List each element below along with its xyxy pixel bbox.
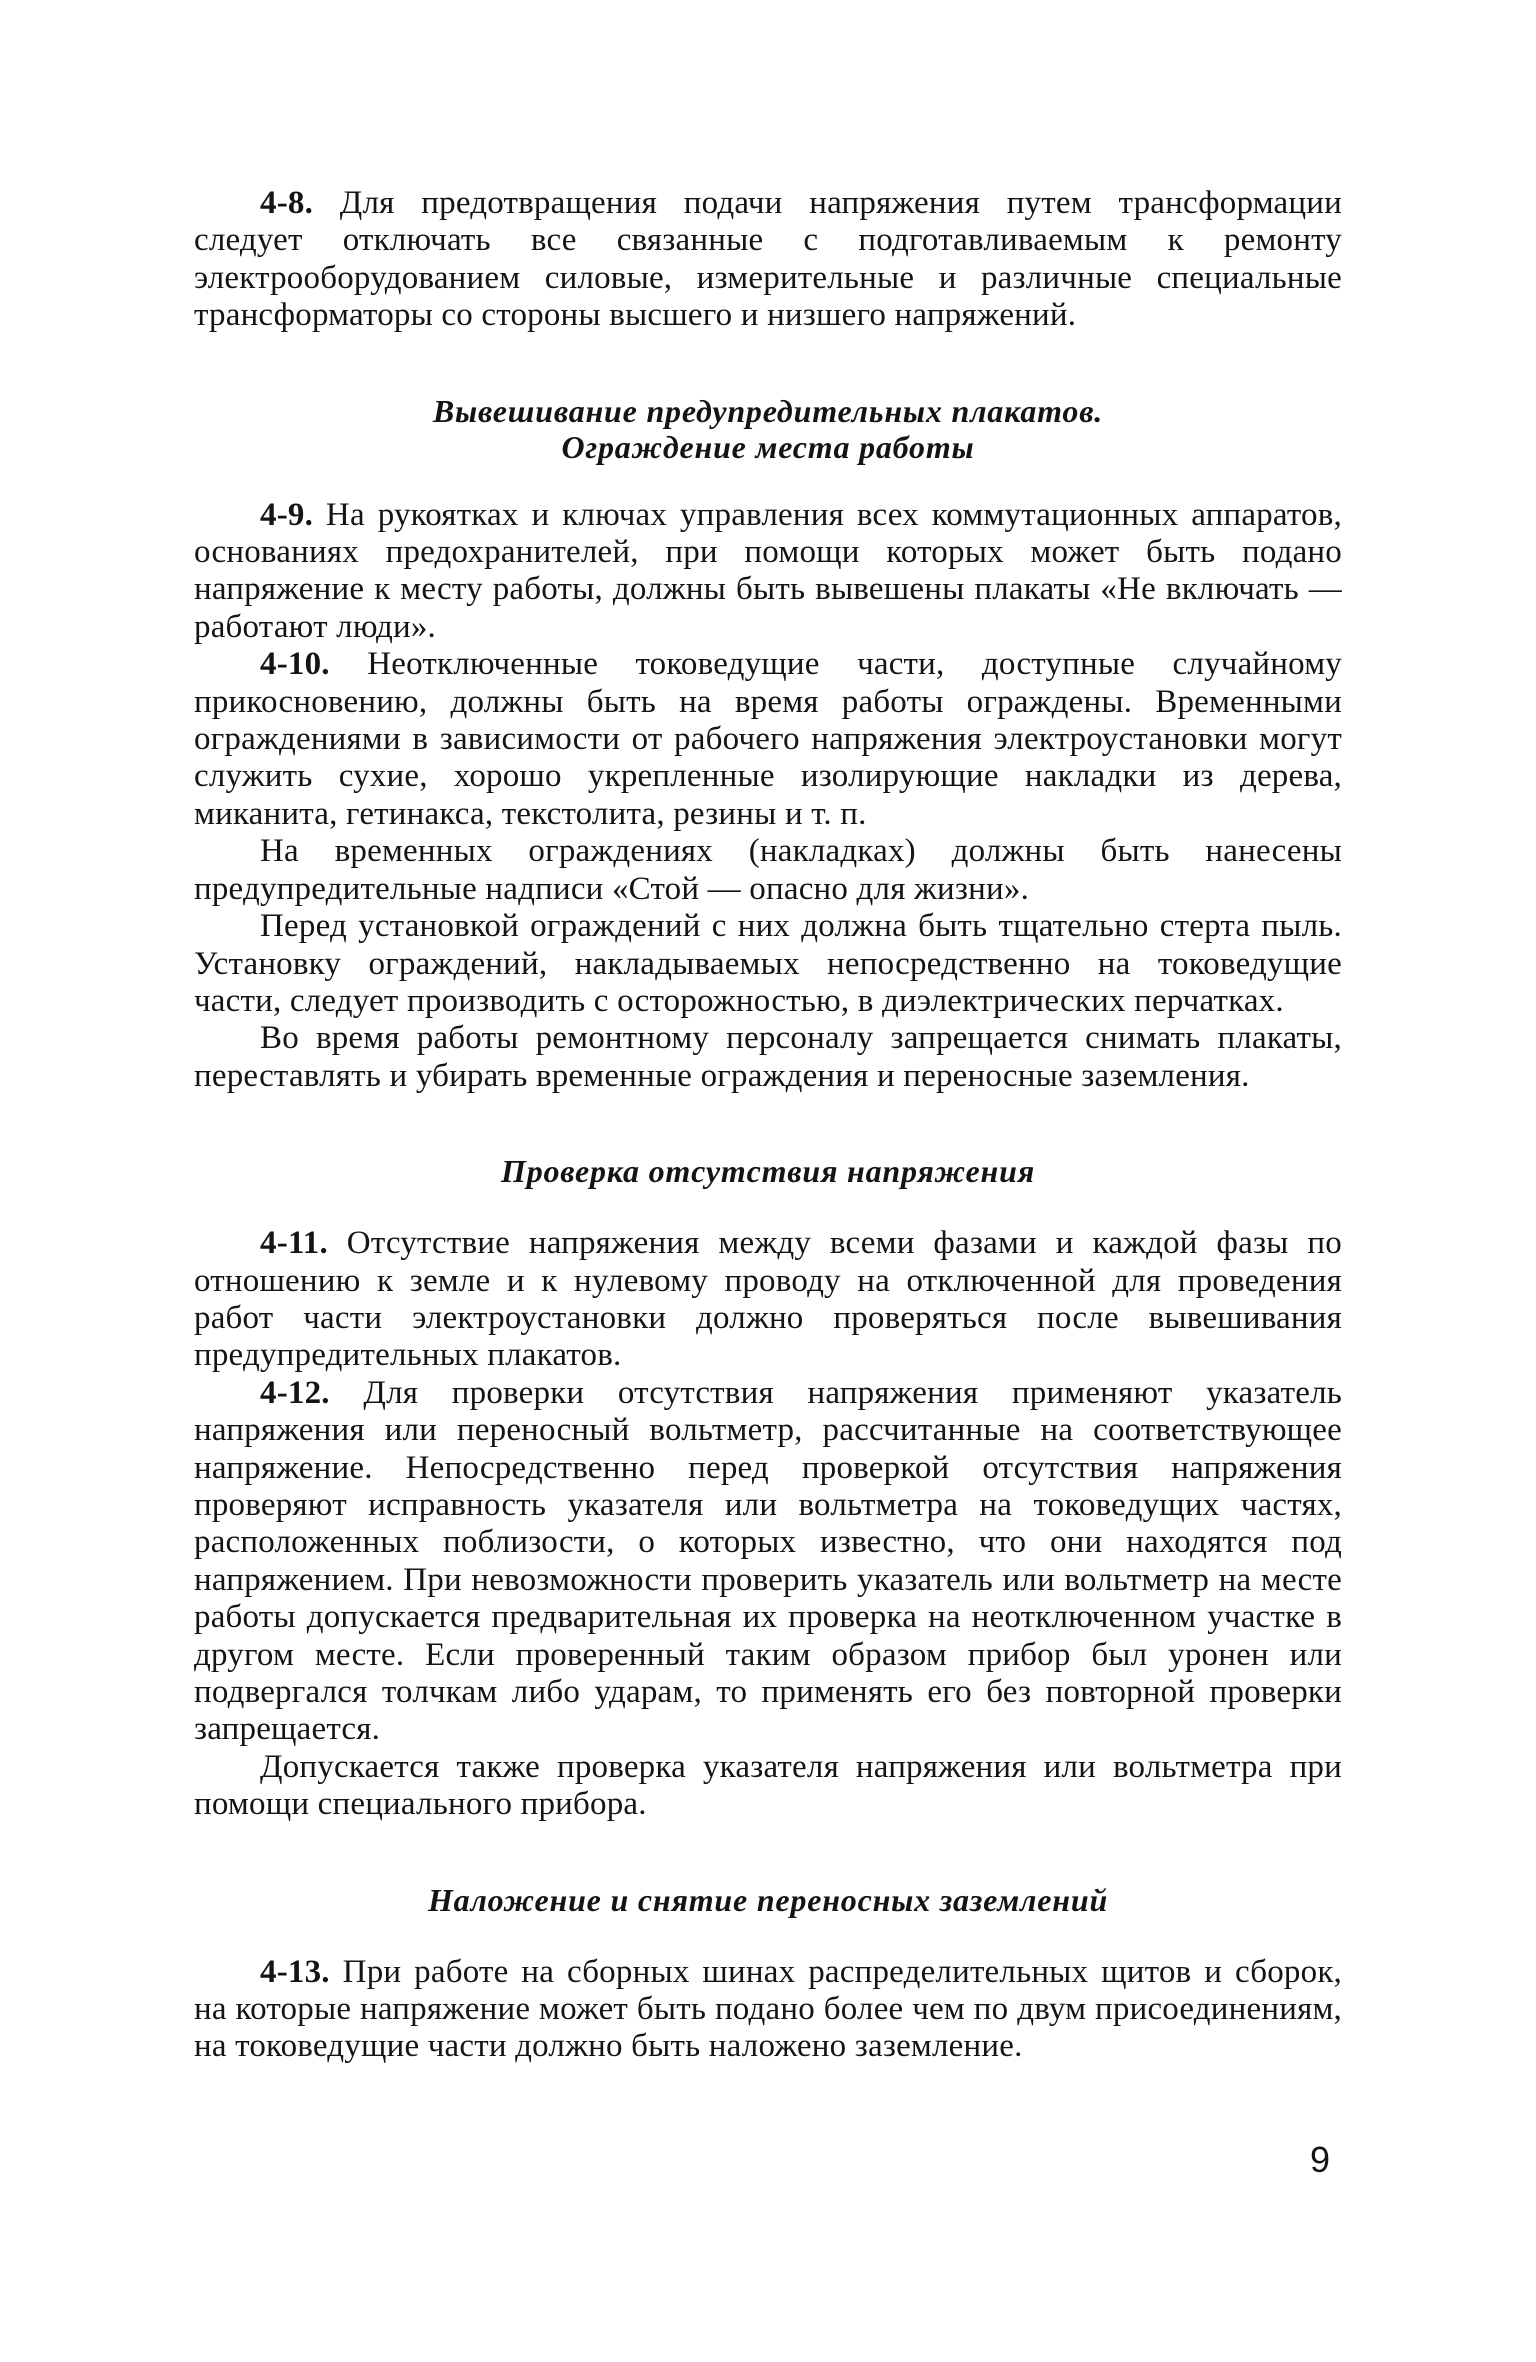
page-body — [194, 185, 1342, 2066]
clause-text: На рукоятках и ключах управления всех коммутационных аппаратов, основаниях предохранителей, при помощи которых может быть подано напряжение к месту работы, должны быть вывешены плакаты «Не включать — работают люди». — [194, 496, 1342, 645]
section-heading-voltage-check: Проверка отсутствия напряжения — [501, 1153, 1035, 1190]
paragraph-4-12-special-device: Допускается также проверка указателя напряжения или вольтметра при помощи специального прибора. — [194, 1748, 1342, 1823]
clause-number: 4-10. — [260, 646, 330, 683]
clause-number: 4-9. — [260, 496, 314, 533]
section-heading-warning-posters — [194, 393, 1342, 465]
clause-text: Для предотвращения подачи напряжения путем трансформации следует отключать все связанные с подготавливаемым к ремонту электрооборудованием силовые, измерительные и различные специальные трансформаторы со стороны высшего и низшего напряжений. — [194, 185, 1342, 334]
paragraph-4-10 — [194, 646, 1342, 833]
clause-text: При работе на сборных шинах распределительных щитов и сборок, на которые напряжение может быть подано более чем по двум присоединениям, на токоведущие части должно быть наложено заземление. — [194, 1953, 1342, 2065]
paragraph-4-9 — [194, 497, 1342, 647]
clause-number: 4-12. — [260, 1374, 330, 1411]
paragraph-4-10-dust: Перед установкой ограждений с них должна быть тщательно стерта пыль. Установку ограждений, накладываемых непосредственно на токоведущие части, следует производить с осторожностью, в диэлектрических перчатках. — [194, 908, 1342, 1019]
section-heading-grounding: Наложение и снятие переносных заземлений — [427, 1881, 1109, 1918]
heading-line: Ограждение места работы — [561, 428, 975, 465]
clause-number: 4-13. — [260, 1953, 330, 1990]
clause-number: 4-8. — [260, 185, 314, 221]
paragraph-4-13 — [194, 1954, 1342, 2066]
paragraph-4-12 — [194, 1375, 1342, 1749]
clause-text: Отсутствие напряжения между всеми фазами и каждой фазы по отношению к земле и к нулевому проводу на отключенной для проведения работ части электроустановки должно проверяться после вывешивания предупредительных плакатов. — [194, 1225, 1342, 1374]
paragraph-4-8 — [194, 185, 1342, 335]
clause-number: 4-11. — [260, 1225, 328, 1262]
paragraph-4-11 — [194, 1225, 1342, 1375]
page-number: 9 — [1310, 2139, 1331, 2180]
paragraph-4-10-prohibition: Во время работы ремонтному персоналу запрещается снимать плакаты, переставлять и убирать временные ограждения и переносные заземления. — [194, 1020, 1342, 1094]
heading-line: Вывешивание предупредительных плакатов. — [432, 392, 1104, 429]
clause-text: Для проверки отсутствия напряжения применяют указатель напряжения или переносный вольтметр, рассчитанные на соответствующее напряжение. Непосредственно перед проверкой отсутствия напряжения проверяют исправность указателя или вольтметра на токоведущих частях, расположенных поблизости, о которых известно, что они находятся под напряжением. При невозможности проверить указатель или вольтметр на месте работы допускается предварительная их проверка на неотключенном участке в другом месте. Если проверенный таким образом прибор был уронен или подвергался толчкам либо ударам, то применять его без повторной проверки запрещается. — [194, 1374, 1342, 1748]
paragraph-4-10-signs: На временных ограждениях (накладках) должны быть нанесены предупредительные надписи «Стой — опасно для жизни». — [194, 833, 1342, 907]
clause-text: Неотключенные токоведущие части, доступные случайному прикосновению, должны быть на время работы ограждены. Временными ограждениями в зависимости от рабочего напряжения электроустановки могут служить сухие, хорошо укрепленные изолирующие накладки из дерева, миканита, гетинакса, текстолита, резины и т. п. — [194, 646, 1342, 832]
